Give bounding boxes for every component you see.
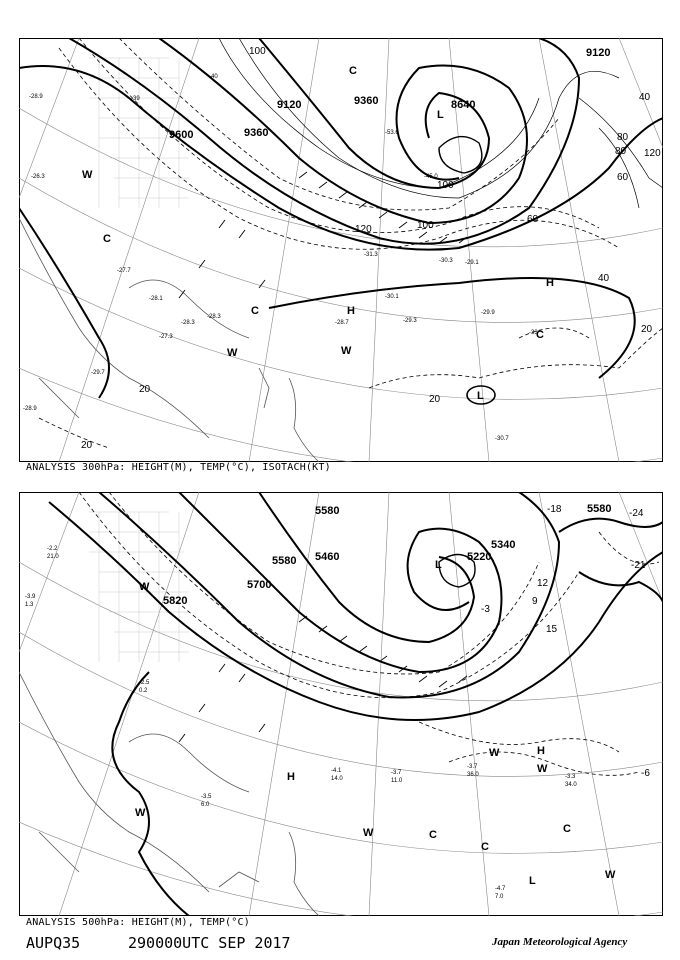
temp-value: 14.0: [331, 776, 343, 782]
temp-value: -3.5: [201, 794, 212, 800]
temp-contour-label: 12: [537, 578, 549, 589]
temp-value: 7.0: [495, 894, 504, 900]
temp-value: -29.9: [481, 310, 495, 316]
temp-value: -28.3: [181, 320, 195, 326]
high-center: H: [287, 771, 295, 783]
warm-center: W: [135, 807, 146, 819]
temp-value: 1.3: [25, 602, 34, 608]
isotach-label: 60: [617, 172, 629, 183]
temp-value: 11.0: [391, 778, 403, 784]
temp-contour-label: 15: [546, 624, 558, 635]
temp-value: -45.0: [424, 174, 438, 180]
cold-center: C: [103, 233, 111, 245]
height-label: 9120: [586, 47, 611, 59]
temp-value: -3.3: [565, 774, 576, 780]
temp-contour-label: 9: [532, 596, 538, 607]
cold-center: C: [481, 841, 489, 853]
height-label: 9120: [277, 99, 302, 111]
isotach-label: 20: [139, 384, 151, 395]
low-center: L: [477, 390, 484, 402]
height-label: 5580: [272, 555, 297, 567]
cold-center: C: [429, 829, 437, 841]
isotach-label: 100: [249, 46, 266, 57]
temp-value: 6.0: [201, 802, 210, 808]
temp-contour-label: -24: [629, 508, 644, 519]
temp-contour-label: -18: [547, 504, 562, 515]
low-center: L: [437, 109, 444, 121]
temp-value: -53.6: [385, 130, 399, 136]
temp-contour-label: -3: [481, 604, 490, 615]
temp-value: 0.2: [139, 688, 148, 694]
temp-value: 21.0: [47, 554, 59, 560]
temp-value: -40: [209, 74, 218, 80]
temp-contour-label: -6: [641, 768, 650, 779]
map-300hpa: [19, 38, 663, 462]
height-label: 8640: [451, 99, 476, 111]
cold-center: C: [251, 305, 259, 317]
isotach-label: 40: [598, 273, 610, 284]
temp-value: -29.1: [465, 260, 479, 266]
height-label: 5580: [587, 503, 612, 515]
temp-value: -29.3: [403, 318, 417, 324]
isotach-label: 60: [527, 214, 539, 225]
temp-value: -26.3: [31, 174, 45, 180]
chart-500hpa: [19, 492, 663, 916]
height-label: 9360: [244, 127, 269, 139]
isotach-label: 100: [417, 220, 434, 231]
isotach-label: 80: [617, 132, 629, 143]
temp-value: -2.2: [47, 546, 58, 552]
temp-value: -27.7: [117, 268, 131, 274]
isotach-label: 120: [355, 224, 372, 235]
warm-center: W: [537, 763, 548, 775]
temp-value: -30.3: [439, 258, 453, 264]
height-label: 5460: [315, 551, 340, 563]
temp-value: -29.7: [91, 370, 105, 376]
caption-500hpa: ANALYSIS 500hPa: HEIGHT(M), TEMP(°C): [26, 917, 250, 928]
isotach-label: 80: [615, 146, 627, 157]
height-label: 5340: [491, 539, 516, 551]
cold-center: C: [349, 65, 357, 77]
warm-center: W: [227, 347, 238, 359]
isotach-label: 100: [437, 180, 454, 191]
low-center: L: [529, 875, 536, 887]
cold-center: C: [563, 823, 571, 835]
chart-id: AUPQ35: [26, 934, 81, 952]
temp-value: -31.3: [364, 252, 378, 258]
warm-center: W: [489, 747, 500, 759]
high-center: H: [546, 277, 554, 289]
height-label: 5700: [247, 579, 272, 591]
temp-value: -30.1: [385, 294, 399, 300]
temp-value: 36.0: [467, 772, 479, 778]
temp-value: -3.7: [467, 764, 478, 770]
isotach-label: 120: [644, 148, 661, 159]
warm-center: W: [341, 345, 352, 357]
valid-time: 290000UTC SEP 2017: [128, 934, 291, 952]
temp-value: -3.9: [25, 594, 36, 600]
temp-value: -28.9: [29, 94, 43, 100]
warm-center: W: [605, 869, 616, 881]
temp-contour-label: -21: [631, 560, 646, 571]
temp-value: -27.3: [159, 334, 173, 340]
temp-value: -4.7: [495, 886, 506, 892]
temp-value: -3.7: [391, 770, 402, 776]
map-500hpa: [19, 492, 663, 916]
warm-center: W: [363, 827, 374, 839]
temp-value: -2.5: [139, 680, 150, 686]
height-label: 5580: [315, 505, 340, 517]
height-label: 5820: [163, 595, 188, 607]
high-center: H: [347, 305, 355, 317]
temp-value: -33: [529, 330, 538, 336]
height-label: 9360: [354, 95, 379, 107]
caption-300hpa: ANALYSIS 300hPa: HEIGHT(M), TEMP(°C), ISOTACH(KT): [26, 462, 331, 473]
low-center: L: [435, 559, 442, 571]
temp-value: -39: [131, 96, 140, 102]
isotach-label: 40: [639, 92, 651, 103]
warm-center: W: [139, 581, 150, 593]
isotach-label: 20: [81, 440, 93, 451]
high-center: H: [537, 745, 545, 757]
height-label: 9600: [169, 129, 194, 141]
temp-value: -28.7: [335, 320, 349, 326]
temp-value: -28.1: [149, 296, 163, 302]
temp-value: -28.3: [207, 314, 221, 320]
temp-value: -4.1: [331, 768, 342, 774]
agency-name: Japan Meteorological Agency: [492, 936, 628, 948]
isotach-label: 20: [429, 394, 441, 405]
isotach-label: 20: [641, 324, 653, 335]
chart-300hpa: [19, 38, 663, 462]
height-label: 5220: [467, 551, 492, 563]
cold-center: C: [536, 329, 544, 341]
temp-value: -30.7: [495, 436, 509, 442]
temp-value: -28.9: [23, 406, 37, 412]
temp-value: 34.0: [565, 782, 577, 788]
warm-center: W: [82, 169, 93, 181]
